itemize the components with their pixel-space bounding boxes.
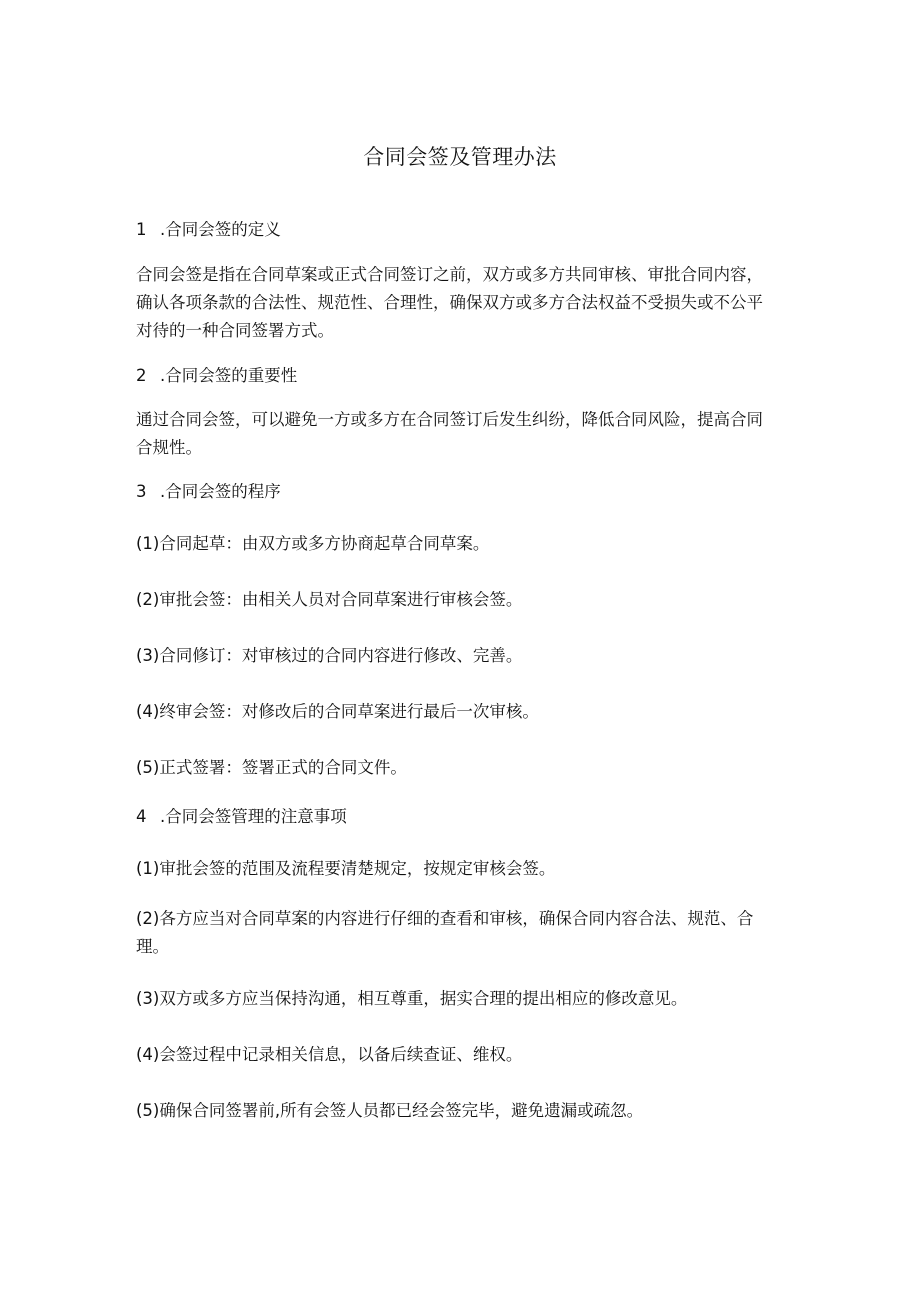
section-number: 3 xyxy=(136,482,147,501)
section-paragraph-2 xyxy=(136,406,791,462)
section-heading-text: .合同会签管理的注意事项 xyxy=(160,807,347,826)
section-number: 4 xyxy=(136,807,147,826)
list-item-line: (2)各方应当对合同草案的内容进行仔细的查看和审核，确保合同内容合法、规范、合 xyxy=(136,909,754,928)
list-item: (4)终审会签：对修改后的合同草案进行最后一次审核。 xyxy=(136,702,539,721)
section-heading-text: .合同会签的定义 xyxy=(160,220,281,239)
paragraph-line: 合同会签是指在合同草案或正式合同签订之前，双方或多方共同审核、审批合同内容， xyxy=(136,265,763,284)
document-title: 合同会签及管理办法 xyxy=(363,145,557,169)
section-heading-text: .合同会签的程序 xyxy=(160,482,281,501)
section-heading-4 xyxy=(136,803,791,831)
list-item-line: 理。 xyxy=(136,937,169,956)
list-item xyxy=(136,905,791,961)
list-item: (2)审批会签：由相关人员对合同草案进行审核会签。 xyxy=(136,590,523,609)
section-number: 1 xyxy=(136,220,147,239)
paragraph-line: 对待的一种合同签署方式。 xyxy=(136,321,334,340)
section-heading-text: .合同会签的重要性 xyxy=(160,366,298,385)
list-item: (1)合同起草：由双方或多方协商起草合同草案。 xyxy=(136,534,490,553)
list-item: (3)双方或多方应当保持沟通，相互尊重，据实合理的提出相应的修改意见。 xyxy=(136,989,688,1008)
section-number: 2 xyxy=(136,366,147,385)
section-heading-3 xyxy=(136,478,791,506)
paragraph-line: 通过合同会签，可以避免一方或多方在合同签订后发生纠纷，降低合同风险，提高合同 xyxy=(136,410,763,429)
list-item: (1)审批会签的范围及流程要清楚规定，按规定审核会签。 xyxy=(136,859,556,878)
list-item: (4)会签过程中记录相关信息，以备后续查证、维权。 xyxy=(136,1045,523,1064)
list-item: (3)合同修订：对审核过的合同内容进行修改、完善。 xyxy=(136,646,523,665)
section-heading-2 xyxy=(136,362,791,390)
section-paragraph-1 xyxy=(136,261,791,345)
paragraph-line: 确认各项条款的合法性、规范性、合理性，确保双方或多方合法权益不受损失或不公平 xyxy=(136,293,763,312)
section-heading-1 xyxy=(136,216,791,244)
paragraph-line: 合规性。 xyxy=(136,438,202,457)
list-item: (5)正式签署：签署正式的合同文件。 xyxy=(136,758,407,777)
list-item: (5)确保合同签署前,所有会签人员都已经会签完毕，避免遗漏或疏忽。 xyxy=(136,1101,644,1120)
